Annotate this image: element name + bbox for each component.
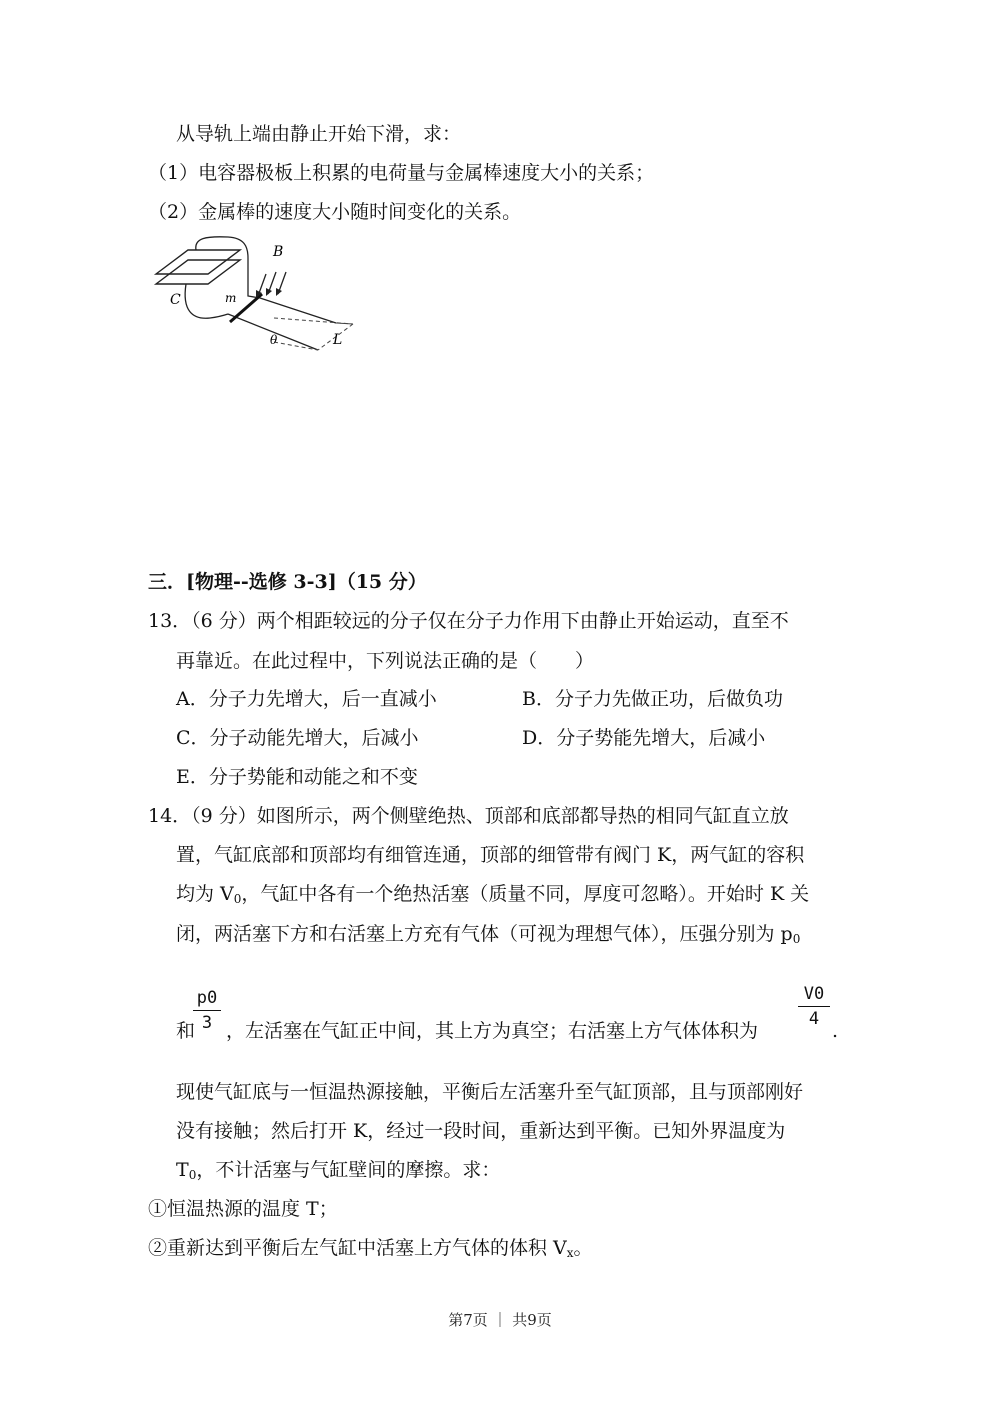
q14-ask-1: ①恒温热源的温度 T；: [148, 1198, 338, 1220]
label-theta: θ: [270, 333, 278, 347]
section-heading: 三．[物理--选修 3-3]（15 分）: [148, 571, 427, 593]
q13-option-a: A．分子力先增大，后一直减小: [176, 688, 437, 710]
q14-stem-line-4: 闭，两活塞下方和右活塞上方充有气体（可视为理想气体），压强分别为 $p_0$: [176, 923, 801, 946]
q14-ask-2: ②重新达到平衡后左气缸中活塞上方气体的体积 $V_x$。: [148, 1237, 593, 1260]
q14-stem-line-2: 置，气缸底部和顶部均有细管连通，顶部的细管带有阀门 K，两气缸的容积: [176, 844, 805, 866]
q14-stem-line-5: ，左活塞在气缸正中间，其上方为真空；右活塞上方气体体积为: [226, 1020, 759, 1042]
b-field-arrowhead-2: [266, 288, 272, 296]
dashed-base-2: [274, 342, 318, 350]
capacitor-top-plate: [156, 250, 240, 274]
page-footer: 第7页 ｜ 共9页: [448, 1311, 552, 1329]
q14-stem-line-5-prefix: 和: [176, 1020, 196, 1042]
capacitor-bottom-plate: [156, 260, 240, 284]
q13-option-b: B．分子力先做正功，后做负功: [522, 688, 783, 710]
label-B: B: [273, 244, 284, 260]
top-wire: [196, 237, 260, 298]
q13-stem-line-1: 13．（6 分）两个相距较远的分子仅在分子力作用下由静止开始运动，直至不: [148, 610, 789, 632]
fraction-v0-over-4: V0 4: [798, 983, 830, 1030]
q14-stem-line-1: 14．（9 分）如图所示，两个侧壁绝热、顶部和底部都导热的相同气缸直立放: [148, 805, 789, 827]
q12-text-line: 从导轨上端由静止开始下滑，求：: [176, 123, 462, 145]
capacitor-rail-figure: [148, 232, 363, 357]
upper-rail: [260, 298, 336, 323]
q14-stem-line-6: 现使气缸底与一恒温热源接触，平衡后左活塞升至气缸顶部，且与顶部刚好: [176, 1081, 804, 1103]
q13-option-e: E．分子势能和动能之和不变: [176, 766, 418, 788]
q14-stem-line-3: 均为 $V_0$，气缸中各有一个绝热活塞（质量不同，厚度可忽略）。开始时 K 关: [176, 883, 810, 906]
q13-option-d: D．分子势能先增大，后减小: [522, 727, 766, 749]
q14-stem-line-5-end: .: [832, 1020, 839, 1042]
fraction-p0-over-3: p0 3: [193, 987, 221, 1034]
bottom-wire: [185, 284, 228, 318]
q12-item-1: （1）电容器极板上积累的电荷量与金属棒速度大小的关系；: [148, 162, 655, 184]
label-m: m: [225, 291, 237, 305]
q13-option-c: C．分子动能先增大，后减小: [176, 727, 419, 749]
q14-stem-line-7: 没有接触；然后打开 K，经过一段时间，重新达到平衡。已知外界温度为: [176, 1120, 786, 1142]
q12-item-2: （2）金属棒的速度大小随时间变化的关系。: [148, 201, 522, 223]
q13-stem-line-2: 再靠近。在此过程中，下列说法正确的是（ ）: [176, 650, 595, 672]
label-C: C: [170, 292, 181, 308]
rail-end: [336, 323, 353, 324]
label-L: L: [333, 332, 343, 348]
b-field-arrowhead-3: [276, 288, 282, 296]
q14-stem-line-8: $T_0$，不计活塞与气缸壁间的摩擦。求：: [176, 1159, 501, 1182]
